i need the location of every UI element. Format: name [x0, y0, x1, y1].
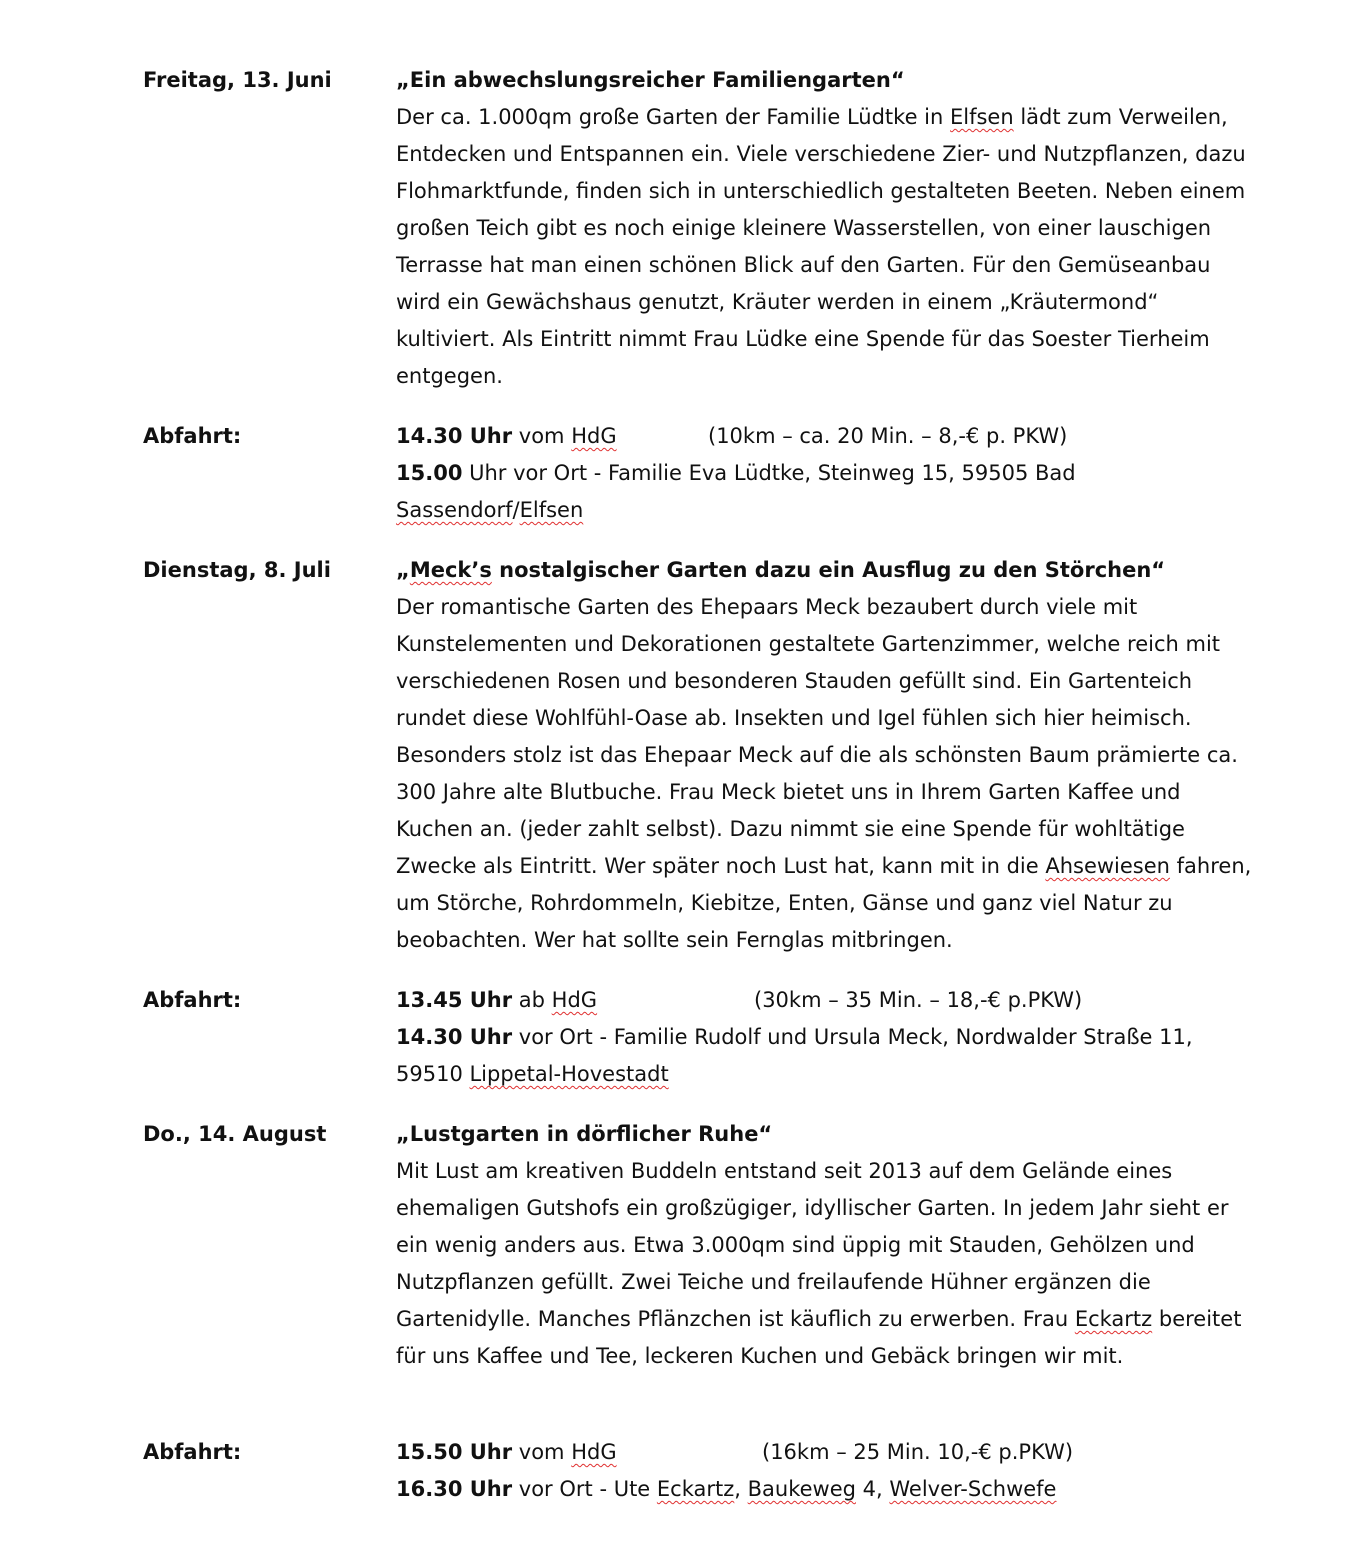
event-title: „Ein abwechslungsreicher Familiengarten“: [396, 68, 905, 92]
event-title: „Lustgarten in dörflicher Ruhe“: [396, 1122, 773, 1146]
trip-info: (30km – 35 Min. – 18,-€ p.PKW): [754, 988, 1083, 1012]
event-content: [396, 1116, 1256, 1375]
arrival-line: [396, 1471, 1256, 1508]
departure-label: Abfahrt:: [143, 988, 242, 1012]
event-description: Der ca. 1.000qm große Garten der Familie Lüdtke in Elfsen lädt zum Verweilen, Entdecken und Entspannen ein. Viele verschiedene Zier- und Nutzpflanzen, dazu Flohmarktfunde, finden sich in unterschiedlich gestalteten Beeten. Neben einem großen Teich gibt es noch einige kleinere Wasserstellen, von einer lauschigen Terrasse hat man einen schönen Blick auf den Garten. Für den Gemüseanbau wird ein Gewächshaus genutzt, Kräuter werden in einem „Kräutermond“ kultiviert. Als Eintritt nimmt Frau Lüdke eine Spende für das Soester Tierheim entgegen.: [396, 105, 1246, 388]
departure-line: [396, 1434, 1256, 1471]
event-date: Dienstag, 8. Juli: [143, 558, 331, 582]
trip-info: (16km – 25 Min. 10,-€ p.PKW): [762, 1440, 1074, 1464]
departure-content: [396, 982, 1256, 1093]
event-title: „Meck’s nostalgischer Garten dazu ein Ausflug zu den Störchen“: [396, 558, 1166, 582]
event-content: [396, 62, 1256, 395]
departure-place: vom HdG: [512, 424, 617, 448]
departure-time: 15.50 Uhr: [396, 1440, 513, 1464]
departure-place: ab HdG: [512, 988, 598, 1012]
event-date: Freitag, 13. Juni: [143, 68, 332, 92]
departure-time: 13.45 Uhr: [396, 988, 513, 1012]
departure-content: [396, 1434, 1256, 1508]
arrival-line: [396, 1019, 1256, 1093]
arrival-address: Uhr vor Ort - Familie Eva Lüdtke, Steinweg 15, 59505 Bad Sassendorf/Elfsen: [396, 461, 1076, 522]
event-date: Do., 14. August: [143, 1122, 327, 1146]
departure-place: vom HdG: [512, 1440, 617, 1464]
arrival-line: [396, 455, 1256, 529]
departure-line: [396, 982, 1256, 1019]
arrival-address: vor Ort - Familie Rudolf und Ursula Meck, Nordwalder Straße 11, 59510 Lippetal-Hovestadt: [396, 1025, 1193, 1086]
departure-line: [396, 418, 1256, 455]
event-content: [396, 552, 1256, 959]
departure-time: 14.30 Uhr: [396, 424, 513, 448]
arrival-time: 14.30 Uhr: [396, 1025, 513, 1049]
event-description: Der romantische Garten des Ehepaars Meck bezaubert durch viele mit Kunstelementen und Dekorationen gestaltete Gartenzimmer, welche reich mit verschiedenen Rosen und besonderen Stauden gefüllt sind. Ein Gartenteich rundet diese Wohlfühl-Oase ab. Insekten und Igel fühlen sich hier heimisch. Besonders stolz ist das Ehepaar Meck auf die als schönsten Baum prämierte ca. 300 Jahre alte Blutbuche. Frau Meck bietet uns in Ihrem Garten Kaffee und Kuchen an. (jeder zahlt selbst). Dazu nimmt sie eine Spende für wohltätige Zwecke als Eintritt. Wer später noch Lust hat, kann mit in die Ahsewiesen fahren, um Störche, Rohrdommeln, Kiebitze, Enten, Gänse und ganz viel Natur zu beobachten. Wer hat sollte sein Fernglas mitbringen.: [396, 595, 1252, 952]
arrival-address: vor Ort - Ute Eckartz, Baukeweg 4, Welver-Schwefe: [512, 1477, 1057, 1501]
arrival-time: 15.00: [396, 461, 463, 485]
departure-content: [396, 418, 1256, 529]
arrival-time: 16.30 Uhr: [396, 1477, 513, 1501]
departure-label: Abfahrt:: [143, 424, 242, 448]
event-description: Mit Lust am kreativen Buddeln entstand seit 2013 auf dem Gelände eines ehemaligen Gutshofs ein großzügiger, idyllischer Garten. In jedem Jahr sieht er ein wenig anders aus. Etwa 3.000qm sind üppig mit Stauden, Gehölzen und Nutzpflanzen gefüllt. Zwei Teiche und freilaufende Hühner ergänzen die Gartenidylle. Manches Pflänzchen ist käuflich zu erwerben. Frau Eckartz bereitet für uns Kaffee und Tee, leckeren Kuchen und Gebäck bringen wir mit.: [396, 1159, 1242, 1368]
trip-info: (10km – ca. 20 Min. – 8,-€ p. PKW): [708, 424, 1068, 448]
departure-label: Abfahrt:: [143, 1440, 242, 1464]
